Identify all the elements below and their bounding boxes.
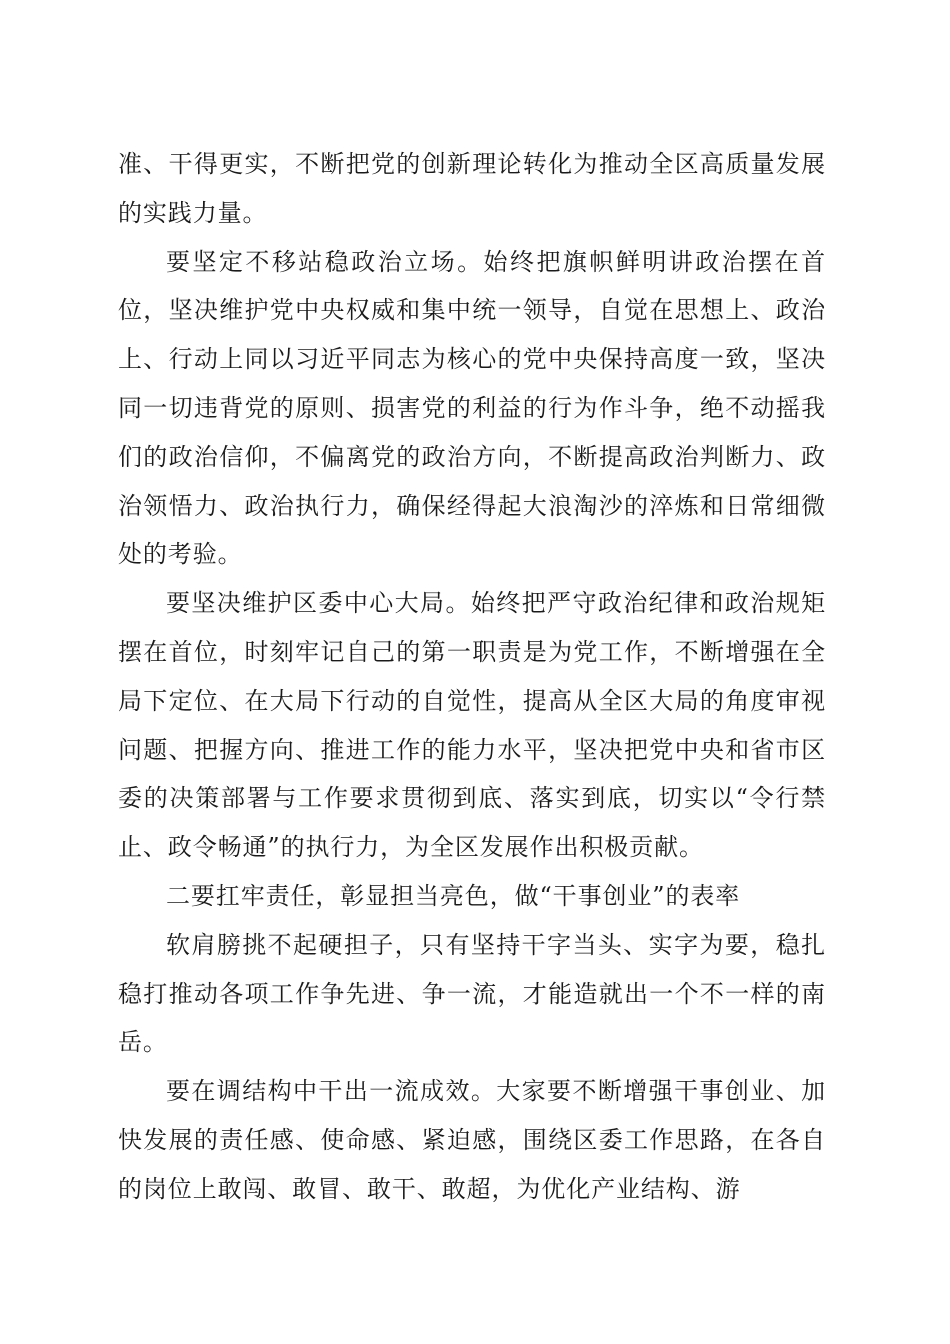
paragraph-political-stance: 要坚定不移站稳政治立场。始终把旗帜鲜明讲政治摆在首位，坚决维护党中央权威和集中统一领导，自觉在思想上、政治上、行动上同以习近平同志为核心的党中央保持高度一致，坚决同一切违背党的原则、损害党的利益的行为作斗争，绝不动摇我们的政治信仰，不偏离党的政治方向，不断提高政治判断力、政治领悟力、政治执行力，确保经得起大浪淘沙的淬炼和日常细微处的考验。 <box>118 247 826 569</box>
document-body <box>118 140 826 1214</box>
section-heading-responsibility: 二要扛牢责任，彰显担当亮色，做“干事创业”的表率 <box>166 881 741 910</box>
paragraph-hard-work: 软肩膀挑不起硬担子，只有坚持干字当头、实字为要，稳扎稳打推动各项工作争先进、争一流，才能造就出一个不一样的南岳。 <box>118 930 826 1057</box>
paragraph-continuation: 准、干得更实，不断把党的创新理论转化为推动全区高质量发展的实践力量。 <box>118 150 826 227</box>
paragraph-overall-situation: 要坚决维护区委中心大局。始终把严守政治纪律和政治规矩摆在首位，时刻牢记自己的第一职责是为党工作，不断增强在全局下定位、在大局下行动的自觉性，提高从全区大局的角度审视问题、把握方向、推进工作的能力水平，坚决把党中央和省市区委的决策部署与工作要求贯彻到底、落实到底，切实以“令行禁止、政令畅通”的执行力，为全区发展作出积极贡献。 <box>118 589 826 862</box>
paragraph-structure-adjustment: 要在调结构中干出一流成效。大家要不断增强干事创业、加快发展的责任感、使命感、紧迫感，围绕区委工作思路，在各自的岗位上敢闯、敢冒、敢干、敢超，为优化产业结构、游 <box>118 1077 826 1203</box>
